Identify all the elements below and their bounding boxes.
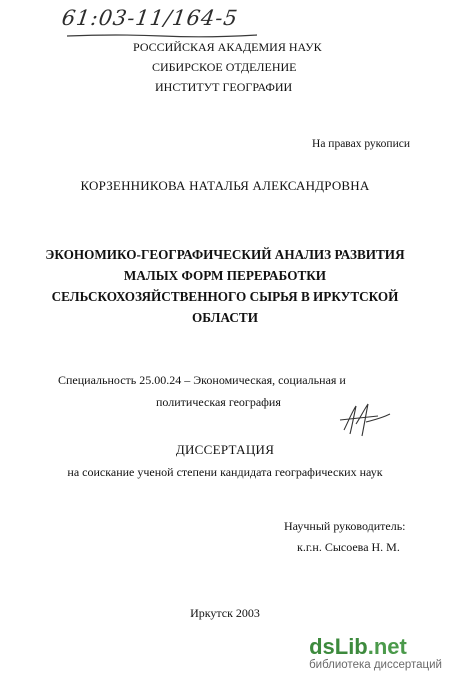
handwritten-code: 61:03-11/164-5	[60, 6, 240, 30]
handwritten-signature	[338, 400, 398, 440]
dissertation-title	[20, 244, 430, 328]
specialty-line-2: политическая география	[156, 395, 281, 409]
supervisor-label: Научный руководитель:	[284, 519, 406, 533]
handwritten-underline	[67, 33, 257, 39]
author-name: КОРЗЕННИКОВА НАТАЛЬЯ АЛЕКСАНДРОВНА	[80, 178, 370, 193]
supervisor-name: к.г.н. Сысоева Н. М.	[297, 540, 400, 554]
org-academy: РОССИЙСКАЯ АКАДЕМИЯ НАУК	[133, 40, 322, 54]
specialty-line-1: Специальность 25.00.24 – Экономическая, социальная и	[58, 373, 346, 387]
dissertation-heading: ДИССЕРТАЦИЯ	[175, 442, 275, 457]
city-year: Иркутск 2003	[190, 606, 260, 620]
site-watermark[interactable]	[309, 635, 442, 671]
watermark-logo-tld: .net	[367, 634, 407, 659]
title-line: МАЛЫХ ФОРМ ПЕРЕРАБОТКИ	[123, 268, 327, 283]
org-institute: ИНСТИТУТ ГЕОГРАФИИ	[155, 80, 293, 94]
dissertation-subtitle: на соискание ученой степени кандидата географических наук	[67, 465, 383, 479]
title-line: СЕЛЬСКОХОЗЯЙСТВЕННОГО СЫРЬЯ В ИРКУТСКОЙ	[51, 289, 399, 304]
title-line: ОБЛАСТИ	[192, 310, 258, 325]
watermark-logo-name: dsLib	[309, 634, 368, 659]
watermark-logo[interactable]	[309, 635, 442, 659]
title-line: ЭКОНОМИКО-ГЕОГРАФИЧЕСКИЙ АНАЛИЗ РАЗВИТИЯ	[45, 247, 405, 262]
watermark-subtitle: библиотека диссертаций	[309, 659, 442, 671]
manuscript-rights: На правах рукописи	[312, 138, 410, 150]
org-branch: СИБИРСКОЕ ОТДЕЛЕНИЕ	[152, 60, 297, 74]
handwritten-catalog-number	[62, 6, 262, 36]
